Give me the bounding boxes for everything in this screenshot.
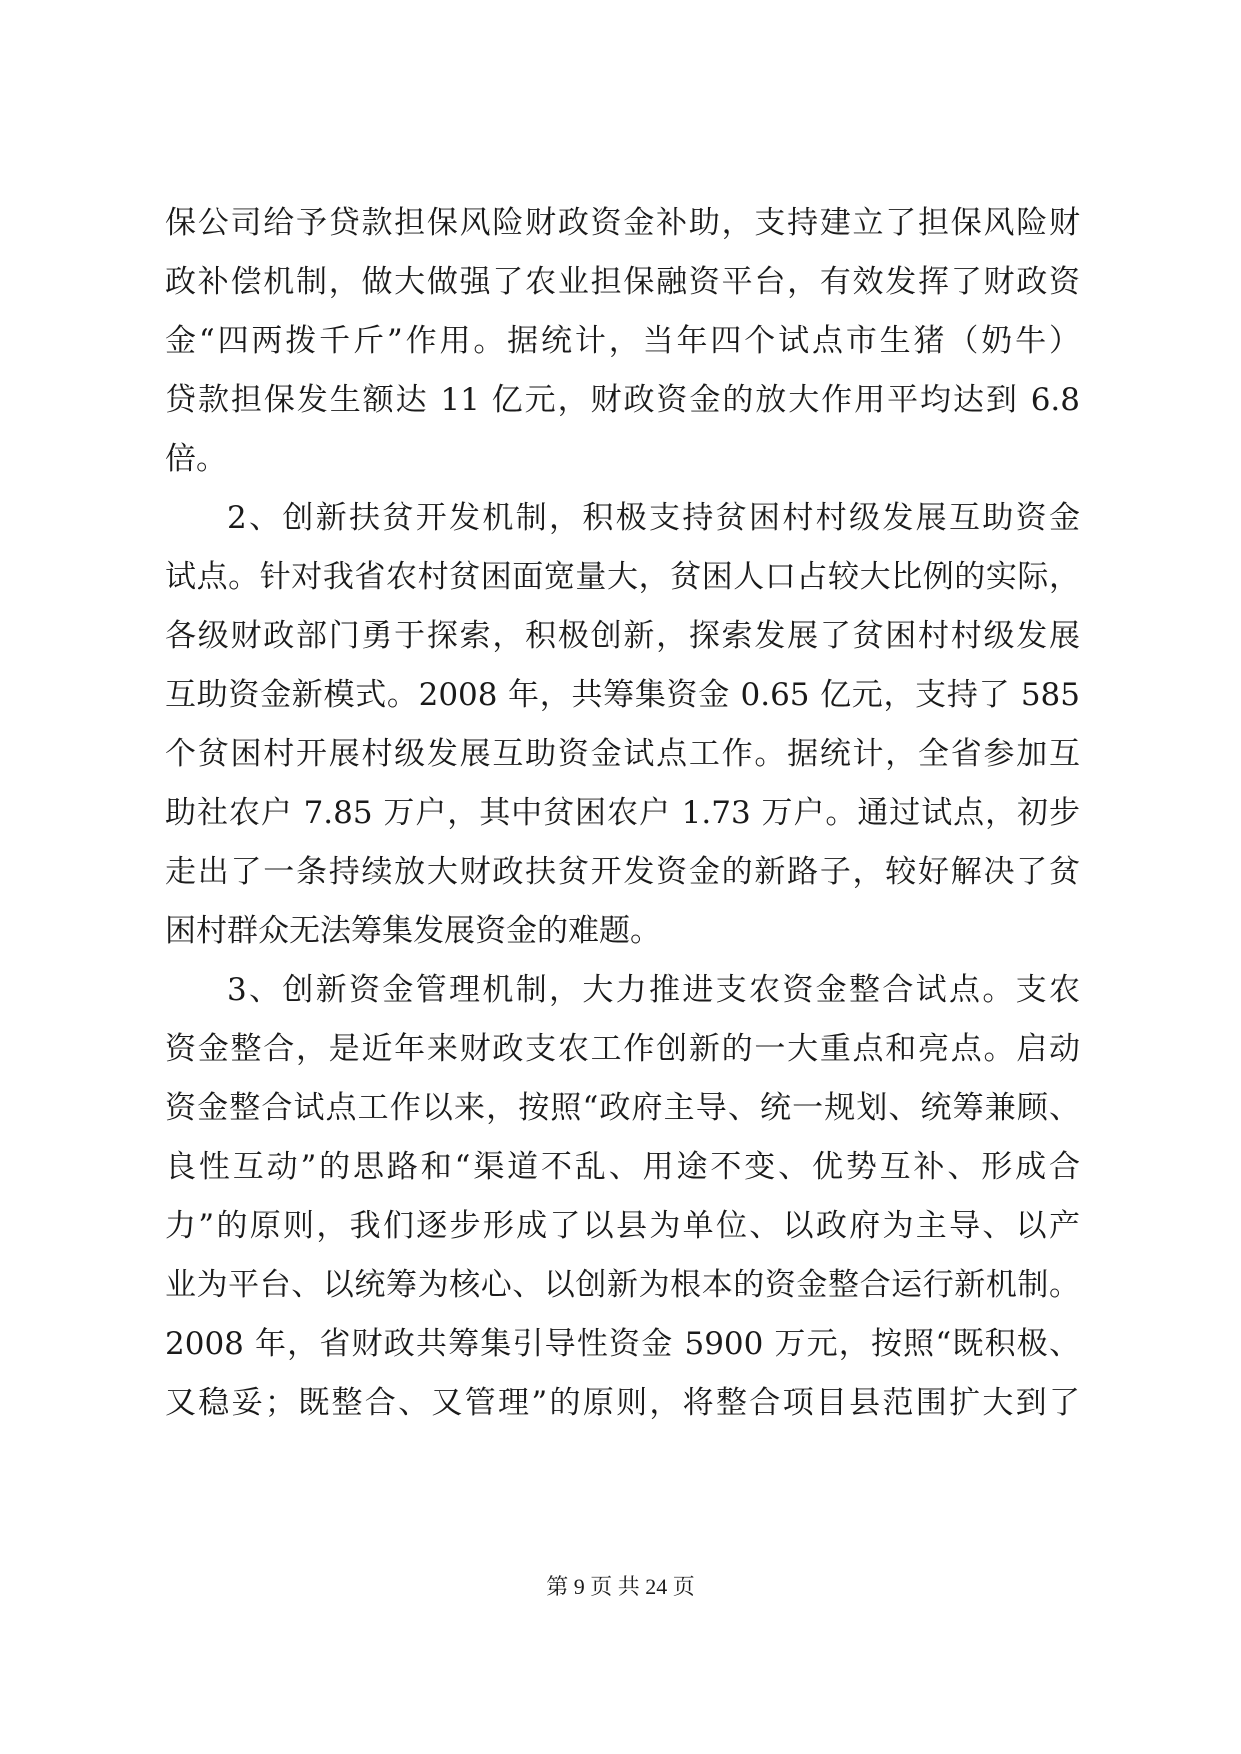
- page-number-footer: 第 9 页 共 24 页: [546, 1574, 695, 1599]
- text-line: 个贫困村开展村级发展互助资金试点工作。据统计，全省参加互: [165, 736, 1080, 772]
- text-line: 政补偿机制，做大做强了农业担保融资平台，有效发挥了财政资: [165, 264, 1080, 300]
- text-line: 又稳妥；既整合、又管理”的原则，将整合项目县范围扩大到了: [165, 1385, 1080, 1421]
- text-line: 各级财政部门勇于探索，积极创新，探索发展了贫困村村级发展: [165, 618, 1080, 654]
- text-line: 力”的原则，我们逐步形成了以县为单位、以政府为主导、以产: [165, 1208, 1080, 1244]
- text-line: 试点。针对我省农村贫困面宽量大，贫困人口占较大比例的实际，: [165, 559, 1080, 595]
- text-line: 助社农户 7.85 万户，其中贫困农户 1.73 万户。通过试点，初步: [165, 795, 1080, 831]
- text-line: 贷款担保发生额达 11 亿元，财政资金的放大作用平均达到 6.8: [165, 382, 1080, 418]
- text-line: 2、创新扶贫开发机制，积极支持贫困村村级发展互助资金: [227, 500, 1080, 536]
- text-line: 倍。: [165, 441, 227, 477]
- text-line: 金“四两拨千斤”作用。据统计，当年四个试点市生猪（奶牛）: [165, 323, 1080, 359]
- text-line: 走出了一条持续放大财政扶贫开发资金的新路子，较好解决了贫: [165, 854, 1080, 890]
- text-line: 保公司给予贷款担保风险财政资金补助，支持建立了担保风险财: [165, 205, 1080, 241]
- text-line: 互助资金新模式。2008 年，共筹集资金 0.65 亿元，支持了 585: [165, 677, 1080, 713]
- text-line: 资金整合，是近年来财政支农工作创新的一大重点和亮点。启动: [165, 1031, 1080, 1067]
- text-line: 2008 年，省财政共筹集引导性资金 5900 万元，按照“既积极、: [165, 1326, 1080, 1362]
- text-line: 良性互动”的思路和“渠道不乱、用途不变、优势互补、形成合: [165, 1149, 1080, 1185]
- text-line: 业为平台、以统筹为核心、以创新为根本的资金整合运行新机制。: [165, 1267, 1080, 1303]
- text-line: 资金整合试点工作以来，按照“政府主导、统一规划、统筹兼顾、: [165, 1090, 1080, 1126]
- text-line: 3、创新资金管理机制，大力推进支农资金整合试点。支农: [227, 972, 1080, 1008]
- text-line: 困村群众无法筹集发展资金的难题。: [165, 913, 661, 949]
